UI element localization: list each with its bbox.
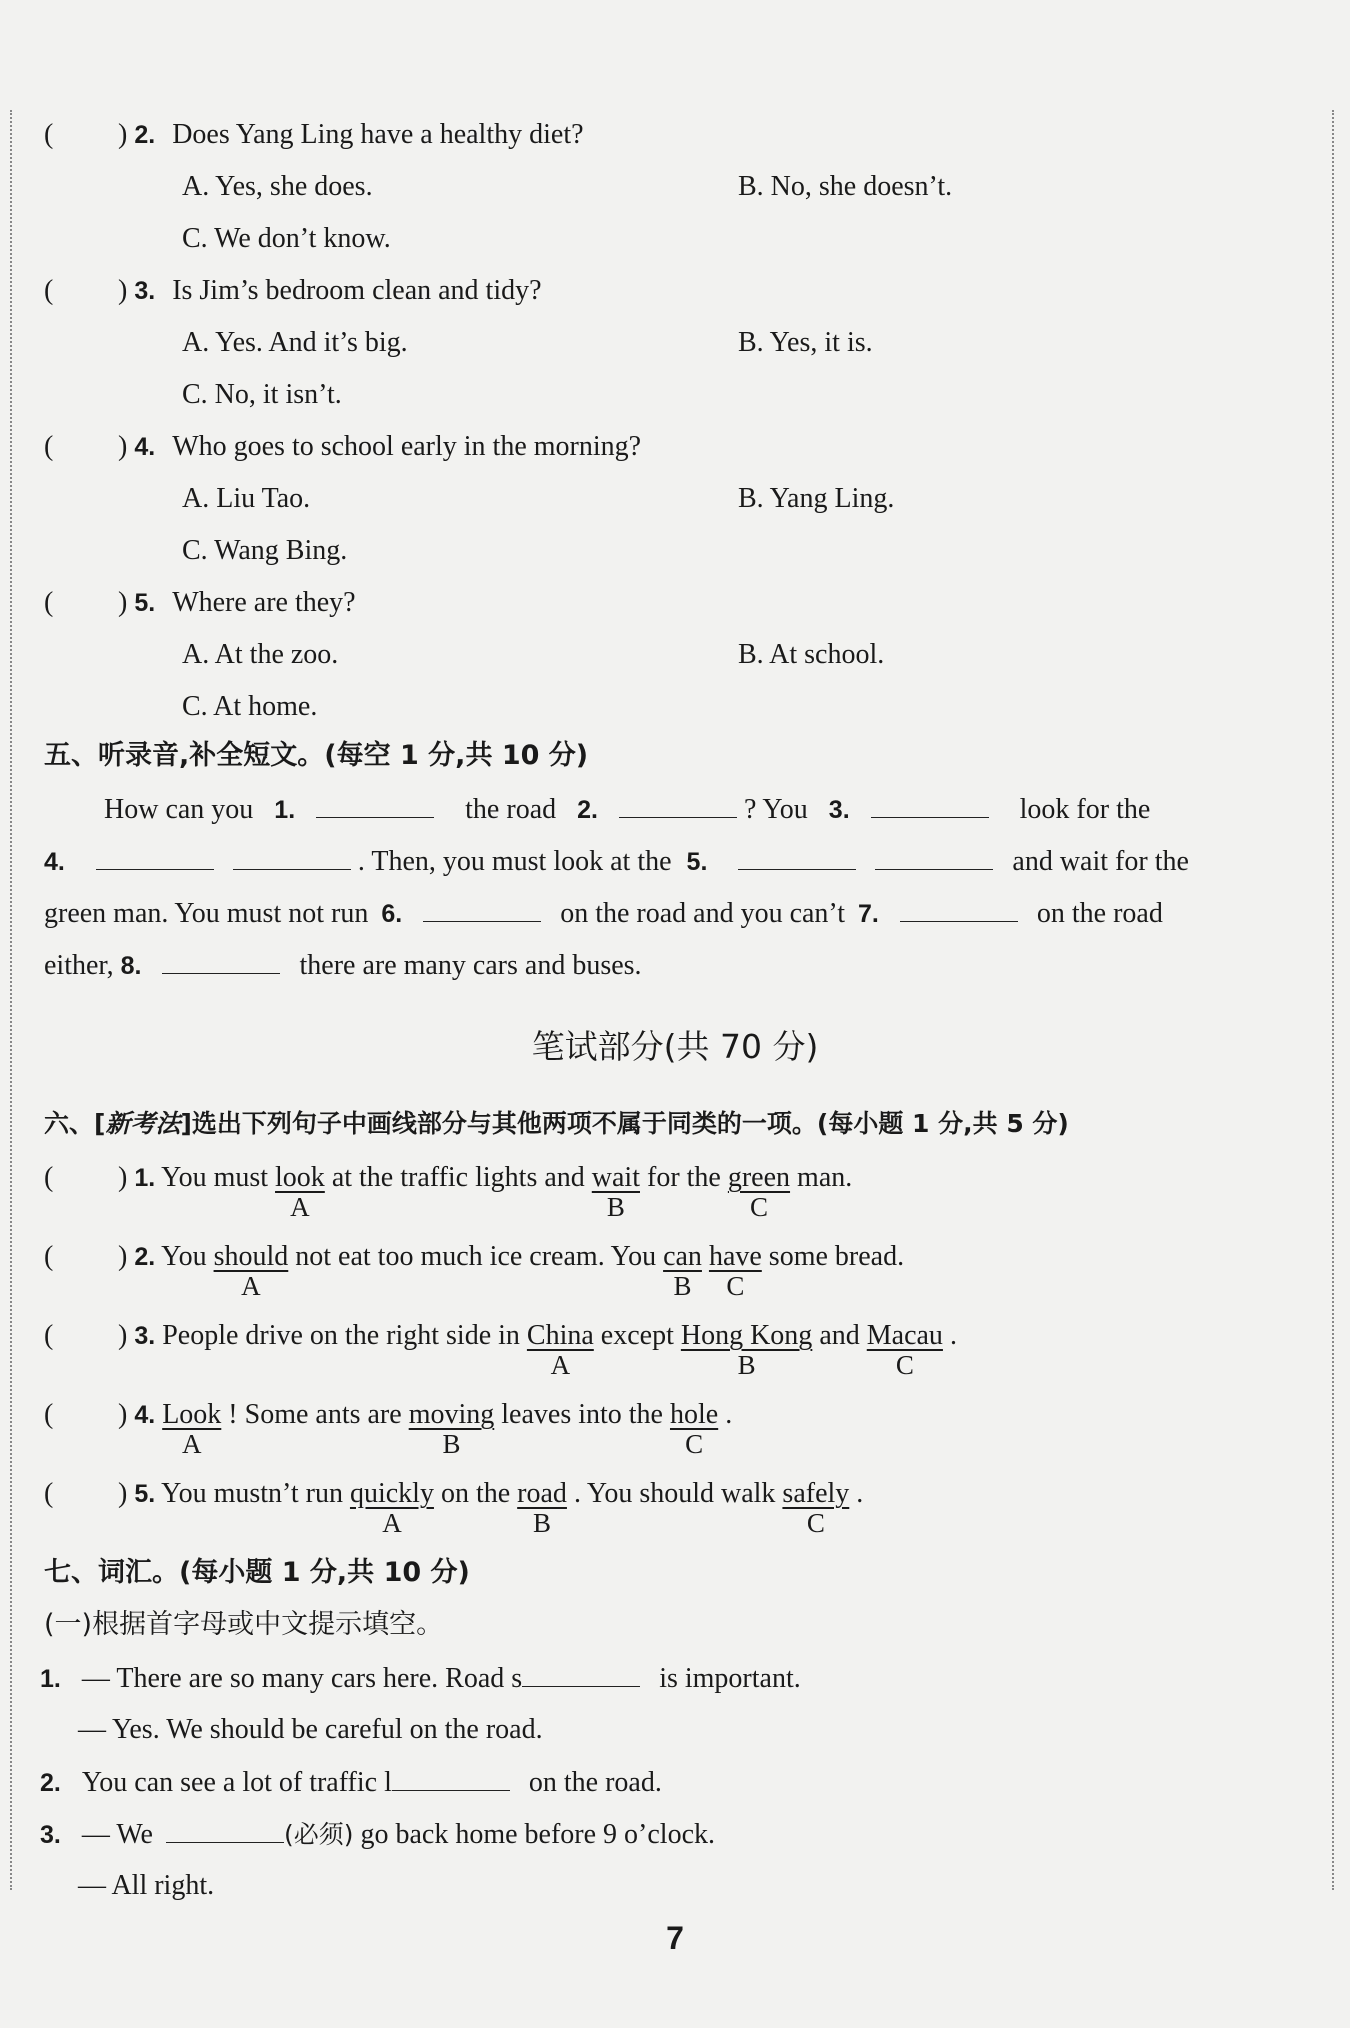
question-number: 2. bbox=[40, 1769, 61, 1797]
section6-title bbox=[44, 1104, 1069, 1144]
answer-paren-close: ) bbox=[118, 1320, 128, 1351]
sentence-text: leaves into the bbox=[501, 1399, 663, 1430]
passage-line-4 bbox=[44, 945, 642, 986]
question-text: You can see a lot of traffic l bbox=[81, 1767, 392, 1798]
blank-6[interactable] bbox=[423, 893, 541, 922]
answer-paren-close: ) bbox=[118, 1478, 128, 1509]
listening-question bbox=[118, 271, 542, 311]
blank-8[interactable] bbox=[162, 945, 280, 974]
sentence-text: People drive on the right side in bbox=[162, 1320, 520, 1351]
underlined-option-b[interactable] bbox=[680, 1316, 813, 1380]
underlined-option-c[interactable] bbox=[708, 1237, 762, 1301]
option-letter: C bbox=[895, 1350, 914, 1380]
option-letter: B bbox=[606, 1192, 625, 1222]
passage-text: the road bbox=[465, 794, 557, 825]
answer-paren-open: ( bbox=[44, 431, 54, 462]
option-letter: B bbox=[533, 1508, 552, 1538]
underlined-option-c[interactable] bbox=[727, 1158, 791, 1222]
blank-3[interactable] bbox=[871, 789, 989, 818]
passage-text: look for the bbox=[1019, 794, 1151, 825]
question-text: go back home before 9 o’clock. bbox=[360, 1819, 716, 1850]
underlined-word: wait bbox=[591, 1162, 640, 1193]
page-number: 7 bbox=[666, 1920, 684, 1956]
underlined-word: look bbox=[275, 1162, 325, 1193]
s6-question-3 bbox=[118, 1316, 957, 1380]
vocab-q3-line1 bbox=[40, 1814, 715, 1855]
blank-number: 2. bbox=[577, 796, 598, 824]
passage-line-1 bbox=[104, 789, 1150, 830]
option-letter: C bbox=[685, 1429, 704, 1459]
sentence-text: and bbox=[819, 1320, 860, 1351]
underlined-option-c[interactable] bbox=[669, 1395, 719, 1459]
answer-paren-open: ( bbox=[44, 1162, 54, 1193]
option-letter: A bbox=[382, 1508, 402, 1538]
vocab-blank-2[interactable] bbox=[392, 1762, 510, 1791]
option-c[interactable]: C. Wang Bing. bbox=[182, 535, 348, 566]
option-letter: C bbox=[726, 1271, 745, 1301]
question-number: 1. bbox=[40, 1665, 61, 1693]
s6-question-5 bbox=[118, 1474, 864, 1538]
blank-2[interactable] bbox=[619, 789, 737, 818]
answer-paren-close: ) bbox=[118, 1162, 128, 1193]
underlined-word: hole bbox=[669, 1399, 719, 1430]
passage-text: and wait for the bbox=[1012, 846, 1189, 877]
vocab-blank-3[interactable] bbox=[166, 1814, 284, 1843]
vocab-q3-line2: — All right. bbox=[78, 1870, 215, 1901]
underlined-word: green bbox=[727, 1162, 791, 1193]
option-a[interactable]: A. Yes, she does. bbox=[182, 171, 373, 202]
blank-4b[interactable] bbox=[233, 841, 351, 870]
underlined-option-a[interactable] bbox=[275, 1158, 325, 1222]
sentence-text: except bbox=[600, 1320, 674, 1351]
underlined-word: Look bbox=[162, 1399, 222, 1430]
sentence-text: You must bbox=[161, 1162, 269, 1193]
option-letter: C bbox=[806, 1508, 825, 1538]
passage-text: . Then, you must look at the bbox=[357, 846, 672, 877]
option-c[interactable]: C. We don’t know. bbox=[182, 223, 391, 254]
option-c[interactable]: C. No, it isn’t. bbox=[182, 379, 342, 410]
option-letter: B bbox=[737, 1350, 756, 1380]
s6-question-1 bbox=[118, 1158, 853, 1222]
option-letter: B bbox=[442, 1429, 461, 1459]
question-number: 3. bbox=[134, 277, 156, 305]
blank-number: 8. bbox=[120, 952, 142, 980]
passage-line-3 bbox=[44, 893, 1163, 934]
option-letter: A bbox=[181, 1429, 202, 1459]
sentence-text: . bbox=[856, 1478, 864, 1509]
question-text: Is Jim’s bedroom clean and tidy? bbox=[172, 275, 542, 306]
vocab-q1-line2: — Yes. We should be careful on the road. bbox=[78, 1714, 543, 1745]
answer-paren-close: ) bbox=[118, 1399, 128, 1430]
question-text: — We bbox=[81, 1819, 153, 1850]
answer-paren-close: ) bbox=[118, 275, 128, 306]
blank-number: 1. bbox=[274, 796, 296, 824]
question-text: is important. bbox=[659, 1663, 801, 1694]
answer-paren-close: ) bbox=[118, 1241, 128, 1272]
blank-4a[interactable] bbox=[96, 841, 214, 870]
section6-number: 六、 bbox=[44, 1109, 95, 1138]
underlined-word: China bbox=[526, 1320, 594, 1351]
underlined-option-a[interactable] bbox=[526, 1316, 594, 1380]
question-number: 3. bbox=[134, 1322, 156, 1350]
blank-5b[interactable] bbox=[875, 841, 993, 870]
blank-7[interactable] bbox=[900, 893, 1018, 922]
listening-question bbox=[118, 583, 356, 623]
sentence-text: on the bbox=[440, 1478, 511, 1509]
question-text: Where are they? bbox=[172, 587, 356, 618]
passage-text: green man. You must not run bbox=[44, 898, 369, 929]
vocab-blank-1[interactable] bbox=[522, 1658, 640, 1687]
s6-question-2 bbox=[118, 1237, 905, 1301]
sentence-text: You mustn’t run bbox=[161, 1478, 343, 1509]
question-text: on the road. bbox=[528, 1767, 662, 1798]
passage-text: there are many cars and buses. bbox=[299, 950, 642, 981]
sentence-text: at the traffic lights and bbox=[331, 1162, 585, 1193]
passage-text: on the road and you can’t bbox=[560, 898, 846, 929]
option-a[interactable]: A. At the zoo. bbox=[182, 639, 339, 670]
question-number: 2. bbox=[134, 121, 156, 149]
sentence-text: . You should walk bbox=[573, 1478, 776, 1509]
answer-paren-open: ( bbox=[44, 1478, 54, 1509]
underlined-word: Hong Kong bbox=[680, 1320, 813, 1351]
answer-paren-close: ) bbox=[118, 431, 128, 462]
underlined-option-a[interactable] bbox=[162, 1395, 222, 1459]
blank-1[interactable] bbox=[316, 789, 434, 818]
underlined-word: road bbox=[517, 1478, 567, 1509]
vocab-q2 bbox=[40, 1762, 662, 1803]
sentence-text: not eat too much ice cream. You bbox=[295, 1241, 657, 1272]
sentence-text: some bread. bbox=[768, 1241, 905, 1272]
blank-number: 4. bbox=[44, 848, 65, 876]
passage-text: on the road bbox=[1036, 898, 1163, 929]
underlined-option-b[interactable] bbox=[408, 1395, 495, 1459]
blank-number: 6. bbox=[381, 900, 403, 928]
sentence-text: for the bbox=[647, 1162, 721, 1193]
underlined-word: should bbox=[213, 1241, 289, 1272]
answer-paren-open: ( bbox=[44, 1320, 54, 1351]
option-letter: A bbox=[241, 1271, 261, 1301]
sentence-text: ! Some ants are bbox=[228, 1399, 402, 1430]
underlined-option-c[interactable] bbox=[866, 1316, 943, 1380]
sentence-text: . bbox=[725, 1399, 733, 1430]
option-b[interactable]: B. No, she doesn’t. bbox=[738, 171, 953, 202]
question-number: 5. bbox=[134, 589, 156, 617]
question-text: Who goes to school early in the morning? bbox=[172, 431, 642, 462]
answer-paren-open: ( bbox=[44, 587, 54, 618]
option-a[interactable]: A. Yes. And it’s big. bbox=[182, 327, 408, 358]
underlined-word: moving bbox=[408, 1399, 495, 1430]
blank-number: 7. bbox=[858, 900, 879, 928]
vocab-q1-line1 bbox=[40, 1658, 801, 1699]
underlined-option-a[interactable] bbox=[213, 1237, 289, 1301]
underlined-option-b[interactable] bbox=[591, 1158, 640, 1222]
section7-subtitle: (一)根据首字母或中文提示填空。 bbox=[44, 1609, 444, 1640]
sentence-text: man. bbox=[797, 1162, 853, 1193]
s6-question-4 bbox=[118, 1395, 733, 1459]
question-text: — There are so many cars here. Road s bbox=[81, 1663, 523, 1694]
option-c[interactable]: C. At home. bbox=[182, 691, 318, 722]
answer-paren-close: ) bbox=[118, 587, 128, 618]
chinese-hint: (必须) bbox=[283, 1820, 354, 1849]
option-b[interactable]: B. At school. bbox=[738, 639, 885, 670]
question-number: 2. bbox=[134, 1243, 156, 1271]
passage-text: How can you bbox=[104, 794, 254, 825]
option-letter: C bbox=[749, 1192, 768, 1222]
answer-paren-open: ( bbox=[44, 1399, 54, 1430]
new-format-tag-text: 新考法 bbox=[105, 1109, 181, 1138]
option-b[interactable]: B. Yang Ling. bbox=[738, 483, 895, 514]
underlined-word: quickly bbox=[349, 1478, 434, 1509]
question-number: 4. bbox=[134, 1401, 156, 1429]
question-number: 3. bbox=[40, 1821, 61, 1849]
answer-paren-close: ) bbox=[118, 119, 128, 150]
sentence-text: . bbox=[949, 1320, 957, 1351]
binding-line-right bbox=[1332, 110, 1334, 1890]
underlined-option-c[interactable] bbox=[782, 1474, 850, 1538]
underlined-word: have bbox=[708, 1241, 762, 1272]
underlined-word: safely bbox=[782, 1478, 850, 1509]
passage-text: either, bbox=[44, 950, 114, 981]
passage-line-2 bbox=[44, 841, 1189, 882]
underlined-word: Macau bbox=[866, 1320, 943, 1351]
question-number: 5. bbox=[134, 1480, 156, 1508]
section6-instruction: 选出下列句子中画线部分与其他两项不属于同类的一项。(每小题 1 分,共 5 分) bbox=[191, 1109, 1069, 1138]
binding-line-left bbox=[10, 110, 12, 1890]
option-letter: A bbox=[290, 1192, 310, 1222]
underlined-option-b[interactable] bbox=[663, 1237, 702, 1301]
underlined-option-b[interactable] bbox=[517, 1474, 567, 1538]
question-number: 4. bbox=[134, 433, 156, 461]
new-format-tag: [新考法] bbox=[94, 1109, 192, 1138]
option-letter: A bbox=[550, 1350, 571, 1380]
listening-question bbox=[118, 115, 584, 155]
passage-text: ? You bbox=[743, 794, 808, 825]
option-letter: B bbox=[673, 1271, 692, 1301]
answer-paren-open: ( bbox=[44, 1241, 54, 1272]
section5-title: 五、听录音,补全短文。(每空 1 分,共 10 分) bbox=[44, 740, 589, 771]
section7-title: 七、词汇。(每小题 1 分,共 10 分) bbox=[44, 1557, 470, 1588]
sentence-text: You bbox=[161, 1241, 207, 1272]
blank-number: 5. bbox=[686, 848, 708, 876]
underlined-option-a[interactable] bbox=[349, 1474, 434, 1538]
written-part-title: 笔试部分(共 70 分) bbox=[531, 1027, 819, 1066]
blank-number: 3. bbox=[828, 796, 850, 824]
option-a[interactable]: A. Liu Tao. bbox=[182, 483, 311, 514]
question-number: 1. bbox=[134, 1164, 156, 1192]
option-b[interactable]: B. Yes, it is. bbox=[738, 327, 873, 358]
underlined-word: can bbox=[663, 1241, 702, 1272]
question-text: Does Yang Ling have a healthy diet? bbox=[172, 119, 584, 150]
answer-paren-open: ( bbox=[44, 119, 54, 150]
answer-paren-open: ( bbox=[44, 275, 54, 306]
listening-question bbox=[118, 427, 641, 467]
blank-5a[interactable] bbox=[738, 841, 856, 870]
